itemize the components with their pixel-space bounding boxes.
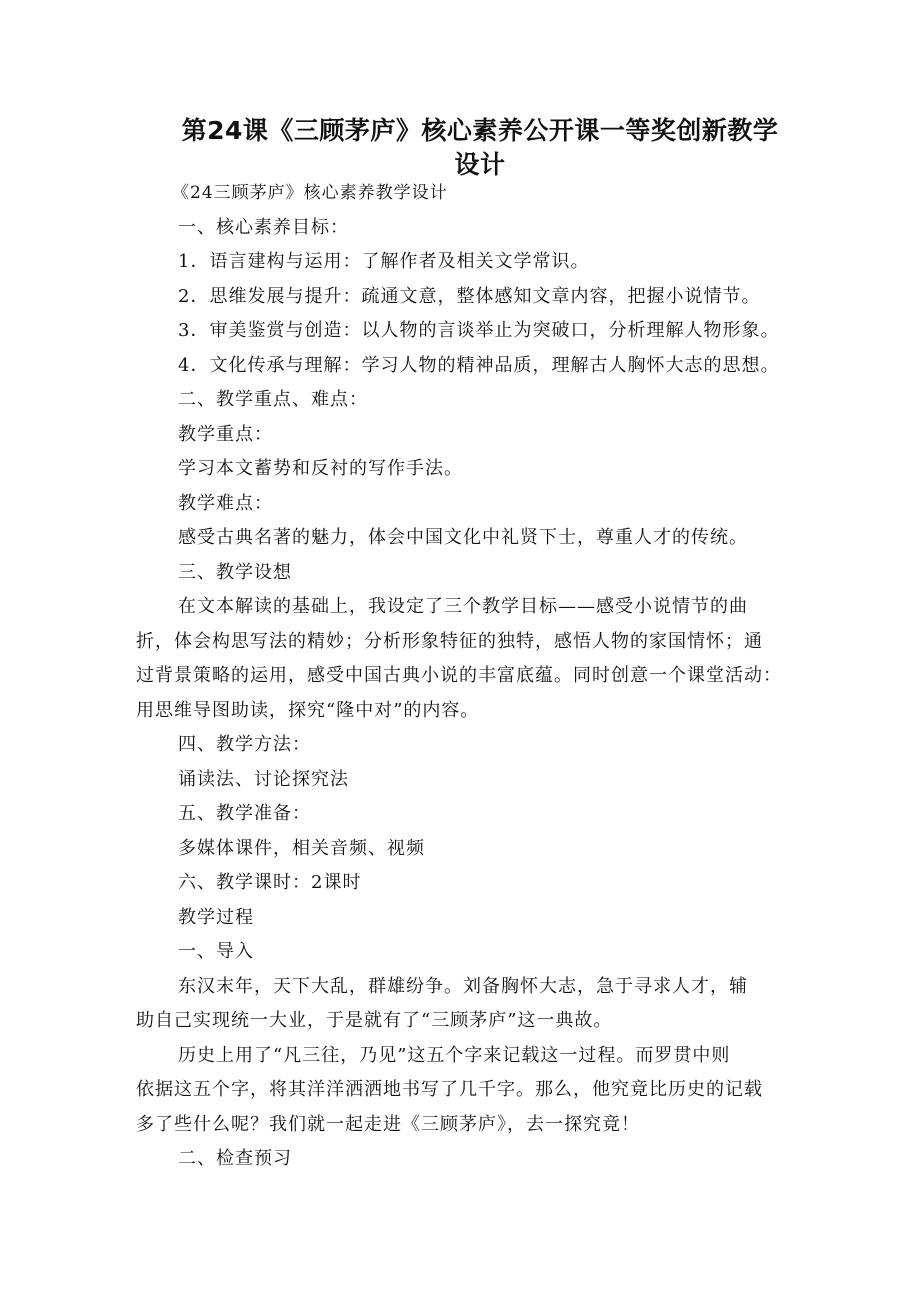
intro-paragraph-1-line-2: 助自己实现统一大业，于是就有了“三顾茅庐”这一典故。 — [136, 1010, 613, 1031]
section-heading-key-points: 二、教学重点、难点： — [178, 389, 368, 410]
section-heading-intro: 一、导入 — [178, 941, 254, 962]
intro-paragraph-2-line-1: 历史上用了“凡三往，乃见”这五个字来记载这一过程。而罗贯中则 — [178, 1045, 731, 1066]
goal-item-3: 3．审美鉴赏与创造：以人物的言谈举止为突破口，分析理解人物形象。 — [178, 320, 780, 341]
section-heading-methods: 四、教学方法： — [178, 734, 311, 755]
difficulty-text: 感受古典名著的魅力，体会中国文化中礼贤下士，尊重人才的传统。 — [178, 527, 748, 548]
difficulty-label: 教学难点： — [178, 493, 273, 514]
intro-paragraph-1-line-1: 东汉末年，天下大乱，群雄纷争。刘备胸怀大志，急于寻求人才，辅 — [178, 976, 748, 997]
section-heading-preview: 二、检查预习 — [178, 1148, 292, 1169]
goal-item-2: 2．思维发展与提升：疏通文意，整体感知文章内容，把握小说情节。 — [178, 286, 761, 307]
teaching-process-heading: 教学过程 — [178, 907, 254, 928]
concept-paragraph-line-3: 过背景策略的运用，感受中国古典小说的丰富底蕴。同时创意一个课堂活动： — [136, 665, 782, 686]
intro-paragraph-2-line-2: 依据这五个字，将其洋洋洒洒地书写了几千字。那么，他究竟比历史的记载 — [136, 1079, 763, 1100]
document-title-line-1: 第24课《三顾茅庐》核心素养公开课一等奖创新教学 — [181, 116, 779, 145]
section-heading-goals: 一、核心素养目标： — [178, 217, 349, 238]
key-point-text: 学习本文蓄势和反衬的写作手法。 — [178, 458, 463, 479]
concept-paragraph-line-2: 折，体会构思写法的精妙；分析形象特征的独特，感悟人物的家国情怀；通 — [136, 631, 763, 652]
document-title-line-2: 设计 — [454, 150, 506, 179]
section-heading-concept: 三、教学设想 — [178, 562, 292, 583]
section-heading-hours: 六、教学课时：2课时 — [178, 872, 362, 893]
methods-text: 诵读法、讨论探究法 — [178, 769, 349, 790]
key-point-label: 教学重点： — [178, 424, 273, 445]
goal-item-1: 1．语言建构与运用：了解作者及相关文学常识。 — [178, 251, 590, 272]
concept-paragraph-line-1: 在文本解读的基础上，我设定了三个教学目标——感受小说情节的曲 — [178, 596, 748, 617]
goal-item-4: 4．文化传承与理解：学习人物的精神品质，理解古人胸怀大志的思想。 — [178, 355, 780, 376]
concept-paragraph-line-4: 用思维导图助读，探究“隆中对”的内容。 — [136, 700, 480, 721]
preparation-text: 多媒体课件，相关音频、视频 — [178, 838, 425, 859]
intro-paragraph-2-line-3: 多了些什么呢？我们就一起走进《三顾茅庐》，去一探究竟！ — [136, 1114, 640, 1135]
section-heading-preparation: 五、教学准备： — [178, 803, 311, 824]
document-subtitle: 《24三顾茅庐》核心素养教学设计 — [172, 183, 448, 203]
